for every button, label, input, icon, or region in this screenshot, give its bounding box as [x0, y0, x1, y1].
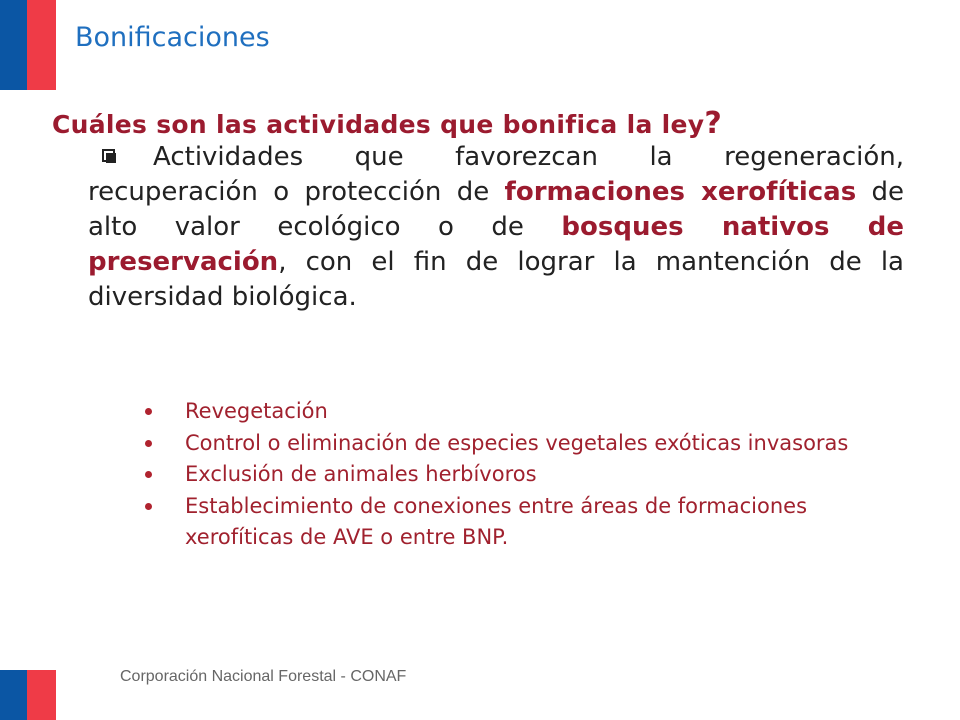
paragraph-text-2: de alto valor ecológico o de [88, 177, 904, 242]
main-paragraph [88, 140, 904, 315]
flag-stripes-top [0, 0, 56, 90]
paragraph-text-1: Actividades que favorezcan la regeneración, recuperación o protección de [88, 142, 904, 207]
flag-blue-stripe [0, 670, 27, 720]
list-item [140, 396, 920, 428]
list-item [140, 491, 920, 554]
question-heading [52, 106, 722, 141]
list-item-text: Establecimiento de conexiones entre áreas de formaciones xerofíticas de AVE o entre BNP. [185, 493, 808, 549]
footer-text: Corporación Nacional Forestal - CONAF [120, 668, 407, 685]
bullet-dot-icon [145, 408, 152, 415]
flag-blue-stripe [0, 0, 27, 90]
question-text: Cuáles son las actividades que bonifica la ley [52, 110, 705, 139]
flag-stripes-bottom [0, 670, 56, 720]
list-item-text: Exclusión de animales herbívoros [185, 462, 537, 486]
bullet-dot-icon [145, 503, 152, 510]
flag-red-stripe [27, 0, 56, 90]
list-item [140, 459, 920, 491]
flag-red-stripe [27, 670, 56, 720]
question-mark: ? [704, 106, 723, 141]
bullet-dot-icon [145, 471, 152, 478]
highlight-formaciones-xerofiticas: formaciones xerofíticas [504, 177, 857, 207]
list-item [140, 428, 920, 460]
slide-title: Bonificaciones [75, 22, 270, 53]
list-item-text: Revegetación [185, 399, 328, 423]
paragraph-text-3: , con el fin de lograr la mantención de la diversidad biológica. [88, 247, 904, 312]
activities-list [140, 396, 920, 554]
list-item-text: Control o eliminación de especies vegetales exóticas invasoras [185, 430, 849, 455]
bullet-dot-icon [145, 440, 152, 447]
checkbox-bullet-icon [102, 149, 115, 162]
highlight-bosques-nativos: bosques nativos de preservación [88, 212, 904, 277]
